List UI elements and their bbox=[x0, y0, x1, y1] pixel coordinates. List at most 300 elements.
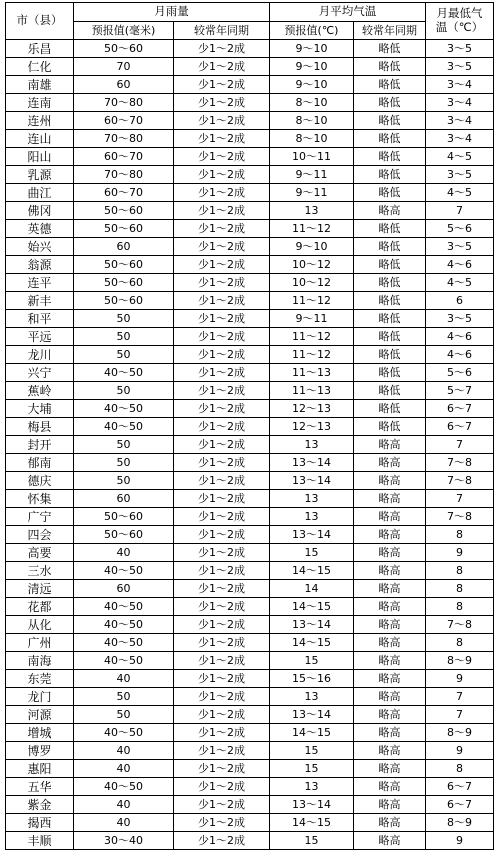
min-temp-cell: 3～4 bbox=[426, 76, 494, 94]
min-temp-cell: 7 bbox=[426, 202, 494, 220]
min-temp-header bbox=[426, 3, 494, 40]
temp-forecast-cell: 14～15 bbox=[270, 634, 354, 652]
city-cell: 河源 bbox=[6, 706, 74, 724]
city-cell: 增城 bbox=[6, 724, 74, 742]
table-body bbox=[6, 40, 494, 850]
rain-forecast-cell: 40～50 bbox=[74, 364, 174, 382]
city-cell: 连平 bbox=[6, 274, 74, 292]
rain-compare-cell: 少1～2成 bbox=[174, 148, 270, 166]
temp-compare-cell: 略高 bbox=[354, 814, 426, 832]
temp-compare-cell: 略高 bbox=[354, 706, 426, 724]
table-row bbox=[6, 544, 494, 562]
temp-forecast-cell: 13 bbox=[270, 688, 354, 706]
min-temp-cell: 4～6 bbox=[426, 346, 494, 364]
temp-compare-cell: 略低 bbox=[354, 346, 426, 364]
temp-forecast-cell: 9～11 bbox=[270, 184, 354, 202]
table-header bbox=[6, 3, 494, 40]
table-row bbox=[6, 508, 494, 526]
rain-forecast-cell: 40～50 bbox=[74, 598, 174, 616]
temp-forecast-cell: 9～11 bbox=[270, 166, 354, 184]
temp-forecast-cell: 13～14 bbox=[270, 526, 354, 544]
rain-forecast-cell: 50 bbox=[74, 346, 174, 364]
table-row bbox=[6, 490, 494, 508]
min-temp-cell: 8～9 bbox=[426, 814, 494, 832]
min-temp-cell: 3～4 bbox=[426, 130, 494, 148]
rain-compare-cell: 少1～2成 bbox=[174, 724, 270, 742]
rain-compare-cell: 少1～2成 bbox=[174, 328, 270, 346]
rain-compare-cell: 少1～2成 bbox=[174, 94, 270, 112]
min-temp-cell: 9 bbox=[426, 670, 494, 688]
table-row bbox=[6, 274, 494, 292]
rain-compare-cell: 少1～2成 bbox=[174, 436, 270, 454]
rain-compare-cell: 少1～2成 bbox=[174, 256, 270, 274]
temp-forecast-cell: 9～11 bbox=[270, 310, 354, 328]
temp-compare-cell: 略高 bbox=[354, 778, 426, 796]
temp-compare-cell: 略高 bbox=[354, 652, 426, 670]
table-row bbox=[6, 292, 494, 310]
temp-forecast-cell: 11～12 bbox=[270, 328, 354, 346]
table-row bbox=[6, 238, 494, 256]
rain-forecast-cell: 70～80 bbox=[74, 94, 174, 112]
rain-forecast-cell: 50 bbox=[74, 706, 174, 724]
rain-forecast-cell: 50～60 bbox=[74, 40, 174, 58]
city-cell: 仁化 bbox=[6, 58, 74, 76]
min-temp-cell: 5～7 bbox=[426, 382, 494, 400]
min-temp-cell: 8～9 bbox=[426, 652, 494, 670]
rain-compare-cell: 少1～2成 bbox=[174, 184, 270, 202]
table-row bbox=[6, 400, 494, 418]
city-cell: 曲江 bbox=[6, 184, 74, 202]
temp-compare-cell: 略低 bbox=[354, 256, 426, 274]
rain-forecast-cell: 40 bbox=[74, 760, 174, 778]
city-cell: 英德 bbox=[6, 220, 74, 238]
min-temp-cell: 3～5 bbox=[426, 238, 494, 256]
min-temp-cell: 8 bbox=[426, 598, 494, 616]
city-cell: 龙川 bbox=[6, 346, 74, 364]
forecast-table bbox=[5, 2, 494, 850]
min-temp-cell: 8 bbox=[426, 580, 494, 598]
rain-compare-cell: 少1～2成 bbox=[174, 112, 270, 130]
rain-compare-cell: 少1～2成 bbox=[174, 400, 270, 418]
table-row bbox=[6, 346, 494, 364]
temp-compare-cell: 略低 bbox=[354, 238, 426, 256]
temp-forecast-cell: 15 bbox=[270, 832, 354, 850]
temp-forecast-cell: 14～15 bbox=[270, 562, 354, 580]
table-row bbox=[6, 166, 494, 184]
city-cell: 广州 bbox=[6, 634, 74, 652]
rain-compare-cell: 少1～2成 bbox=[174, 58, 270, 76]
city-cell: 乳源 bbox=[6, 166, 74, 184]
rain-compare-cell: 少1～2成 bbox=[174, 742, 270, 760]
temp-forecast-cell: 11～13 bbox=[270, 364, 354, 382]
rain-forecast-cell: 50～60 bbox=[74, 274, 174, 292]
rain-compare-cell: 少1～2成 bbox=[174, 760, 270, 778]
min-temp-cell: 7～8 bbox=[426, 508, 494, 526]
rain-forecast-cell: 40 bbox=[74, 742, 174, 760]
rain-compare-cell: 少1～2成 bbox=[174, 202, 270, 220]
rain-forecast-cell: 40～50 bbox=[74, 724, 174, 742]
temp-compare-cell: 略高 bbox=[354, 796, 426, 814]
temp-forecast-cell: 11～13 bbox=[270, 382, 354, 400]
rain-compare-cell: 少1～2成 bbox=[174, 796, 270, 814]
table-row bbox=[6, 184, 494, 202]
rain-compare-cell: 少1～2成 bbox=[174, 382, 270, 400]
header-row-1 bbox=[6, 3, 494, 22]
header-row-2 bbox=[6, 22, 494, 40]
temp-forecast-cell: 10～12 bbox=[270, 256, 354, 274]
min-temp-cell: 7～8 bbox=[426, 472, 494, 490]
min-temp-cell: 4～5 bbox=[426, 148, 494, 166]
city-cell: 揭西 bbox=[6, 814, 74, 832]
min-temp-cell: 3～4 bbox=[426, 94, 494, 112]
city-cell: 惠阳 bbox=[6, 760, 74, 778]
rain-forecast-cell: 60 bbox=[74, 76, 174, 94]
table-row bbox=[6, 562, 494, 580]
temp-forecast-cell: 13～14 bbox=[270, 796, 354, 814]
rain-compare-cell: 少1～2成 bbox=[174, 508, 270, 526]
temp-forecast-cell: 10～11 bbox=[270, 148, 354, 166]
temp-forecast-cell: 13～14 bbox=[270, 706, 354, 724]
rain-compare-cell: 少1～2成 bbox=[174, 814, 270, 832]
rain-forecast-cell: 60～70 bbox=[74, 184, 174, 202]
city-cell: 大埔 bbox=[6, 400, 74, 418]
table-row bbox=[6, 526, 494, 544]
rain-forecast-cell: 40～50 bbox=[74, 778, 174, 796]
rain-forecast-cell: 40～50 bbox=[74, 418, 174, 436]
city-cell: 东莞 bbox=[6, 670, 74, 688]
rain-compare-cell: 少1～2成 bbox=[174, 832, 270, 850]
min-temp-cell: 7～8 bbox=[426, 616, 494, 634]
table-row bbox=[6, 634, 494, 652]
table-row bbox=[6, 364, 494, 382]
rain-forecast-cell: 50 bbox=[74, 310, 174, 328]
min-temp-cell: 6～7 bbox=[426, 796, 494, 814]
rain-compare-cell: 少1～2成 bbox=[174, 778, 270, 796]
rain-compare-cell: 少1～2成 bbox=[174, 670, 270, 688]
rain-forecast-cell: 40 bbox=[74, 544, 174, 562]
temp-forecast-cell: 12～13 bbox=[270, 418, 354, 436]
rain-compare-cell: 少1～2成 bbox=[174, 562, 270, 580]
city-cell: 南海 bbox=[6, 652, 74, 670]
min-temp-cell: 8 bbox=[426, 634, 494, 652]
temp-compare-cell: 略高 bbox=[354, 562, 426, 580]
rain-compare-cell: 少1～2成 bbox=[174, 688, 270, 706]
table-row bbox=[6, 616, 494, 634]
city-cell: 连山 bbox=[6, 130, 74, 148]
rain-forecast-cell: 50～60 bbox=[74, 526, 174, 544]
rain-compare-cell: 少1～2成 bbox=[174, 310, 270, 328]
city-cell: 德庆 bbox=[6, 472, 74, 490]
rain-compare-cell: 少1～2成 bbox=[174, 616, 270, 634]
rain-forecast-cell: 50～60 bbox=[74, 220, 174, 238]
temp-compare-cell: 略高 bbox=[354, 508, 426, 526]
rain-forecast-cell: 60 bbox=[74, 580, 174, 598]
city-cell: 封开 bbox=[6, 436, 74, 454]
table-row bbox=[6, 112, 494, 130]
table-row bbox=[6, 202, 494, 220]
table-row bbox=[6, 742, 494, 760]
min-temp-cell: 5～6 bbox=[426, 364, 494, 382]
city-cell: 怀集 bbox=[6, 490, 74, 508]
rain-forecast-cell: 40～50 bbox=[74, 634, 174, 652]
city-cell: 和平 bbox=[6, 310, 74, 328]
min-temp-cell: 8 bbox=[426, 760, 494, 778]
city-cell: 新丰 bbox=[6, 292, 74, 310]
table-row bbox=[6, 598, 494, 616]
temp-compare-cell: 略高 bbox=[354, 724, 426, 742]
temp-compare-cell: 略低 bbox=[354, 220, 426, 238]
rain-forecast-cell: 50 bbox=[74, 382, 174, 400]
temp-forecast-cell: 15 bbox=[270, 544, 354, 562]
table-row bbox=[6, 436, 494, 454]
temp-compare-cell: 略高 bbox=[354, 454, 426, 472]
temp-compare-cell: 略高 bbox=[354, 436, 426, 454]
table-row bbox=[6, 796, 494, 814]
table-row bbox=[6, 454, 494, 472]
table-row bbox=[6, 724, 494, 742]
rain-forecast-cell: 30～40 bbox=[74, 832, 174, 850]
city-cell: 连州 bbox=[6, 112, 74, 130]
min-temp-header-text: 月最低气温（℃） bbox=[435, 6, 484, 34]
temp-forecast-cell: 15 bbox=[270, 760, 354, 778]
min-temp-cell: 8 bbox=[426, 562, 494, 580]
temp-compare-cell: 略低 bbox=[354, 130, 426, 148]
city-header: 市（县） bbox=[6, 3, 74, 40]
temp-compare-header: 较常年同期 bbox=[354, 22, 426, 40]
temp-compare-cell: 略高 bbox=[354, 634, 426, 652]
temp-compare-cell: 略低 bbox=[354, 418, 426, 436]
city-cell: 乐昌 bbox=[6, 40, 74, 58]
temp-compare-cell: 略高 bbox=[354, 544, 426, 562]
temp-compare-cell: 略低 bbox=[354, 274, 426, 292]
min-temp-cell: 7～8 bbox=[426, 454, 494, 472]
temp-compare-cell: 略低 bbox=[354, 400, 426, 418]
table-row bbox=[6, 328, 494, 346]
rain-forecast-cell: 40 bbox=[74, 670, 174, 688]
temp-compare-cell: 略高 bbox=[354, 526, 426, 544]
min-temp-cell: 9 bbox=[426, 742, 494, 760]
table-row bbox=[6, 580, 494, 598]
rain-compare-cell: 少1～2成 bbox=[174, 346, 270, 364]
rain-compare-header: 较常年同期 bbox=[174, 22, 270, 40]
temp-compare-cell: 略高 bbox=[354, 742, 426, 760]
table-row bbox=[6, 472, 494, 490]
table-row bbox=[6, 760, 494, 778]
min-temp-cell: 6～7 bbox=[426, 400, 494, 418]
rain-compare-cell: 少1～2成 bbox=[174, 76, 270, 94]
temp-compare-cell: 略低 bbox=[354, 382, 426, 400]
rain-forecast-cell: 60～70 bbox=[74, 148, 174, 166]
min-temp-cell: 7 bbox=[426, 688, 494, 706]
rain-compare-cell: 少1～2成 bbox=[174, 292, 270, 310]
table-row bbox=[6, 688, 494, 706]
temp-forecast-cell: 10～12 bbox=[270, 274, 354, 292]
temp-compare-cell: 略高 bbox=[354, 202, 426, 220]
rain-compare-cell: 少1～2成 bbox=[174, 364, 270, 382]
min-temp-cell: 4～5 bbox=[426, 274, 494, 292]
temp-forecast-cell: 14～15 bbox=[270, 814, 354, 832]
rain-compare-cell: 少1～2成 bbox=[174, 130, 270, 148]
rain-compare-cell: 少1～2成 bbox=[174, 634, 270, 652]
temp-forecast-cell: 14～15 bbox=[270, 598, 354, 616]
rain-forecast-cell: 40 bbox=[74, 796, 174, 814]
city-cell: 郁南 bbox=[6, 454, 74, 472]
temp-forecast-cell: 14 bbox=[270, 580, 354, 598]
rain-forecast-cell: 70～80 bbox=[74, 130, 174, 148]
rain-forecast-cell: 40～50 bbox=[74, 652, 174, 670]
temp-compare-cell: 略低 bbox=[354, 94, 426, 112]
table-row bbox=[6, 310, 494, 328]
temp-compare-cell: 略低 bbox=[354, 112, 426, 130]
rain-compare-cell: 少1～2成 bbox=[174, 544, 270, 562]
temp-compare-cell: 略低 bbox=[354, 166, 426, 184]
city-cell: 四会 bbox=[6, 526, 74, 544]
rain-forecast-cell: 60 bbox=[74, 238, 174, 256]
temp-forecast-cell: 12～13 bbox=[270, 400, 354, 418]
rain-forecast-cell: 50 bbox=[74, 688, 174, 706]
rain-forecast-cell: 70～80 bbox=[74, 166, 174, 184]
temp-compare-cell: 略低 bbox=[354, 364, 426, 382]
table-row bbox=[6, 94, 494, 112]
temp-forecast-cell: 13 bbox=[270, 202, 354, 220]
rain-forecast-cell: 60～70 bbox=[74, 112, 174, 130]
rain-compare-cell: 少1～2成 bbox=[174, 526, 270, 544]
table-row bbox=[6, 814, 494, 832]
temp-forecast-cell: 14～15 bbox=[270, 724, 354, 742]
rain-forecast-cell: 50 bbox=[74, 328, 174, 346]
city-cell: 高要 bbox=[6, 544, 74, 562]
city-cell: 广宁 bbox=[6, 508, 74, 526]
city-cell: 博罗 bbox=[6, 742, 74, 760]
table-row bbox=[6, 418, 494, 436]
temp-forecast-cell: 9～10 bbox=[270, 238, 354, 256]
temp-forecast-cell: 13～14 bbox=[270, 454, 354, 472]
city-cell: 丰顺 bbox=[6, 832, 74, 850]
rain-compare-cell: 少1～2成 bbox=[174, 166, 270, 184]
rain-compare-cell: 少1～2成 bbox=[174, 238, 270, 256]
temp-forecast-cell: 8～10 bbox=[270, 94, 354, 112]
city-cell: 清远 bbox=[6, 580, 74, 598]
city-cell: 始兴 bbox=[6, 238, 74, 256]
table-row bbox=[6, 220, 494, 238]
min-temp-cell: 9 bbox=[426, 544, 494, 562]
rain-compare-cell: 少1～2成 bbox=[174, 274, 270, 292]
rain-forecast-header: 预报值(毫米) bbox=[74, 22, 174, 40]
temp-forecast-cell: 15 bbox=[270, 742, 354, 760]
temp-forecast-cell: 9～10 bbox=[270, 58, 354, 76]
table-row bbox=[6, 382, 494, 400]
temp-compare-cell: 略低 bbox=[354, 310, 426, 328]
min-temp-cell: 7 bbox=[426, 436, 494, 454]
temp-forecast-cell: 15 bbox=[270, 652, 354, 670]
rain-forecast-cell: 50 bbox=[74, 454, 174, 472]
table-row bbox=[6, 58, 494, 76]
rain-compare-cell: 少1～2成 bbox=[174, 652, 270, 670]
rain-forecast-cell: 50 bbox=[74, 472, 174, 490]
temp-compare-cell: 略低 bbox=[354, 328, 426, 346]
city-cell: 紫金 bbox=[6, 796, 74, 814]
temp-forecast-cell: 9～10 bbox=[270, 76, 354, 94]
city-cell: 佛冈 bbox=[6, 202, 74, 220]
city-cell: 连南 bbox=[6, 94, 74, 112]
temp-forecast-cell: 13 bbox=[270, 778, 354, 796]
city-cell: 五华 bbox=[6, 778, 74, 796]
min-temp-cell: 7 bbox=[426, 706, 494, 724]
temp-header: 月平均气温 bbox=[270, 3, 426, 22]
rain-compare-cell: 少1～2成 bbox=[174, 454, 270, 472]
city-cell: 梅县 bbox=[6, 418, 74, 436]
temp-compare-cell: 略高 bbox=[354, 670, 426, 688]
temp-compare-cell: 略高 bbox=[354, 490, 426, 508]
temp-compare-cell: 略高 bbox=[354, 598, 426, 616]
city-cell: 蕉岭 bbox=[6, 382, 74, 400]
min-temp-cell: 3～5 bbox=[426, 40, 494, 58]
temp-forecast-cell: 8～10 bbox=[270, 130, 354, 148]
min-temp-cell: 6～7 bbox=[426, 418, 494, 436]
table-row bbox=[6, 76, 494, 94]
temp-compare-cell: 略高 bbox=[354, 832, 426, 850]
table-row bbox=[6, 256, 494, 274]
temp-forecast-cell: 11～12 bbox=[270, 292, 354, 310]
min-temp-cell: 9 bbox=[426, 832, 494, 850]
rain-forecast-cell: 40～50 bbox=[74, 562, 174, 580]
temp-forecast-cell: 13～14 bbox=[270, 472, 354, 490]
rain-forecast-cell: 50～60 bbox=[74, 292, 174, 310]
temp-compare-cell: 略低 bbox=[354, 148, 426, 166]
temp-compare-cell: 略高 bbox=[354, 580, 426, 598]
rain-forecast-cell: 40～50 bbox=[74, 616, 174, 634]
rain-compare-cell: 少1～2成 bbox=[174, 418, 270, 436]
rain-compare-cell: 少1～2成 bbox=[174, 490, 270, 508]
temp-compare-cell: 略高 bbox=[354, 616, 426, 634]
min-temp-cell: 4～6 bbox=[426, 256, 494, 274]
rain-forecast-cell: 70 bbox=[74, 58, 174, 76]
city-cell: 龙门 bbox=[6, 688, 74, 706]
city-cell: 阳山 bbox=[6, 148, 74, 166]
rain-compare-cell: 少1～2成 bbox=[174, 40, 270, 58]
temp-compare-cell: 略低 bbox=[354, 40, 426, 58]
temp-compare-cell: 略低 bbox=[354, 184, 426, 202]
city-cell: 三水 bbox=[6, 562, 74, 580]
city-cell: 翁源 bbox=[6, 256, 74, 274]
table-row bbox=[6, 40, 494, 58]
temp-compare-cell: 略低 bbox=[354, 76, 426, 94]
rain-forecast-cell: 50 bbox=[74, 436, 174, 454]
rain-compare-cell: 少1～2成 bbox=[174, 220, 270, 238]
table-row bbox=[6, 652, 494, 670]
city-cell: 花都 bbox=[6, 598, 74, 616]
temp-forecast-cell: 15～16 bbox=[270, 670, 354, 688]
temp-compare-cell: 略高 bbox=[354, 472, 426, 490]
min-temp-cell: 5～6 bbox=[426, 220, 494, 238]
min-temp-cell: 3～5 bbox=[426, 310, 494, 328]
table-row bbox=[6, 148, 494, 166]
temp-forecast-cell: 9～10 bbox=[270, 40, 354, 58]
rain-compare-cell: 少1～2成 bbox=[174, 706, 270, 724]
temp-forecast-cell: 13～14 bbox=[270, 616, 354, 634]
rain-header: 月雨量 bbox=[74, 3, 270, 22]
temp-forecast-cell: 8～10 bbox=[270, 112, 354, 130]
min-temp-cell: 6～7 bbox=[426, 778, 494, 796]
rain-forecast-cell: 40 bbox=[74, 814, 174, 832]
table-row bbox=[6, 706, 494, 724]
table-row bbox=[6, 670, 494, 688]
table-row bbox=[6, 130, 494, 148]
city-cell: 兴宁 bbox=[6, 364, 74, 382]
rain-forecast-cell: 50～60 bbox=[74, 202, 174, 220]
min-temp-cell: 8～9 bbox=[426, 724, 494, 742]
temp-compare-cell: 略低 bbox=[354, 292, 426, 310]
